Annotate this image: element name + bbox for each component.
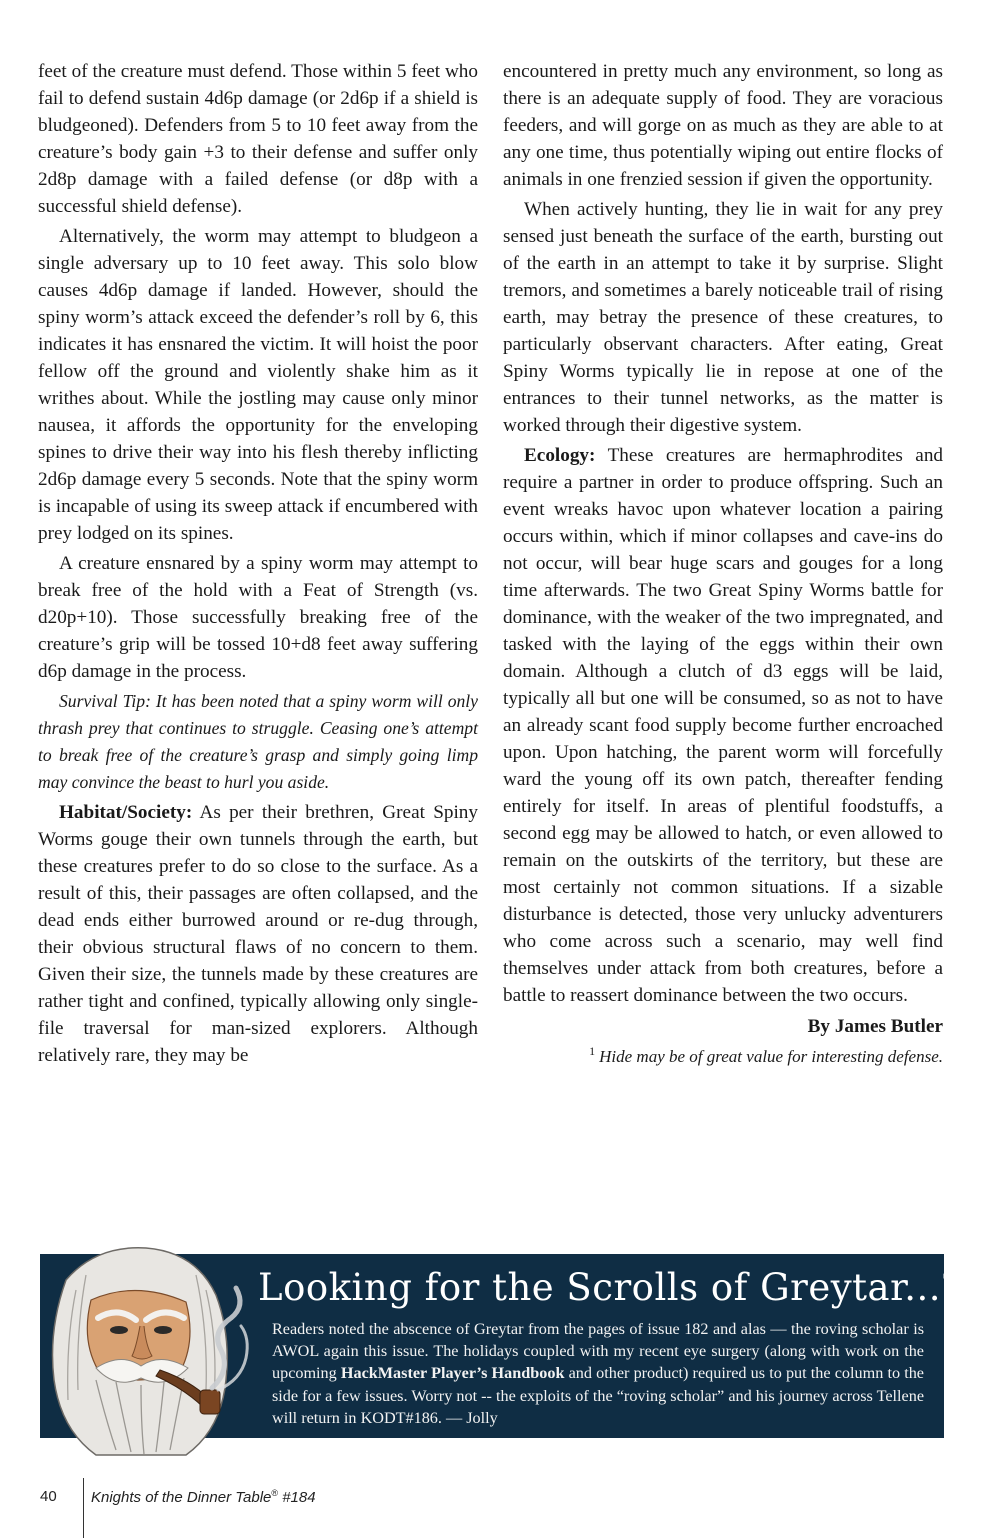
footnote-mark: 1 bbox=[589, 1044, 596, 1059]
ecology-paragraph bbox=[503, 442, 943, 1009]
habitat-text: As per their brethren, Great Spiny Worms gouge their own tunnels through the earth, but these creatures prefer to do so close to the surface. As a result of this, their passages are often collapsed, and the dead ends either burrowed around or re-dug through, their obvious structural flaws of no concern to them. Given their size, the tunnels made by these creatures are rather tight and confined, typically allowing only single-file traversal for man-sized explorers. Although relatively rare, they may be bbox=[38, 802, 478, 1066]
habitat-paragraph bbox=[38, 799, 478, 1069]
banner-text-part: Readers noted the abscence of Greytar from the pages of issue 182 and alas — the roving scholar is AWOL again this issue. The holidays coupled with my recent eye surgery (along with work on the upcoming bbox=[272, 1320, 924, 1383]
survival-tip-label: Survival Tip: bbox=[59, 691, 151, 711]
footnote bbox=[503, 1043, 943, 1070]
paragraph: When actively hunting, they lie in wait for any prey sensed just beneath the surface of the earth, bursting out of the earth in an attempt to take it by surprise. Slight tremors, and sometimes a barely noticeable trail of rising earth, may betray the presence of these creatures, to particularly observant characters. After eating, Great Spiny Worms typically lie in repose at one of the entrances to their tunnel networks, as the matter is worked through their digestive system. bbox=[503, 199, 943, 436]
registered-mark: ® bbox=[271, 1488, 279, 1498]
banner-title: Looking for the Scrolls of Greytar...? bbox=[258, 1266, 962, 1309]
paragraph: feet of the creature must defend. Those within 5 feet who fail to defend sustain 4d6p damage (or 2d6p if a shield is bludgeoned). Defenders from 5 to 10 feet away from the creature’s body gain +3 to their defense and suffer only 2d8p damage with a failed defense (or d8p with a successful shield defense). bbox=[38, 61, 478, 217]
banner-text-part: and other product) required us to put the column to the side for a few issues. Worry not -- the exploits of the “roving scholar” and his journey across Tellene will return in KODT#186. — Jolly bbox=[272, 1364, 924, 1427]
right-column bbox=[503, 58, 943, 1073]
ecology-text: These creatures are hermaphrodites and require a partner in order to produce offspring. Such an event wreaks havoc upon whatever location a pairing occurs within, which if minor collapses and cave-ins do not occur, will bear huge scars and gouges for a long time afterwards. The two Great Spiny Worms battle for dominance, with the weaker of the two impregnated, and tasked with the laying of the eggs within their own domain. Although a clutch of d3 eggs will be laid, typically all but one will be consumed, so as not to have an already scant food supply become further encroached upon. Upon hatching, the parent worm will forcefully ward the young off its own patch, thereafter fending entirely for itself. In areas of plentiful foodstuffs, a second egg may be allowed to hatch, or even allowed to remain on the outskirts of the territory, but these are most certainly not common situations. If a sizable disturbance is detected, those very unlucky adventurers who come across such a scenario, may well find themselves under attack from both creatures, before a battle to reassert dominance between the two occurs. bbox=[503, 445, 944, 1006]
left-column bbox=[38, 58, 478, 1072]
footer-divider bbox=[83, 1478, 84, 1538]
footnote-text: Hide may be of great value for interesting defense. bbox=[599, 1047, 943, 1066]
paragraph: Alternatively, the worm may attempt to bludgeon a single adversary up to 10 feet away. This solo blow causes 4d6p damage if landed. However, should the spiny worm’s attack exceed the defender’s roll by 6, this indicates it has ensnared the victim. It will hoist the poor fellow off the ground and violently shake him as it writhes about. While the jostling may cause only minor nausea, it affords the opportunity for the enveloping spines to drive their way into his flesh thereby inflicting 2d6p damage every 5 seconds. Note that the spiny worm is incapable of using its sweep attack if encumbered with prey lodged on its spines. bbox=[38, 226, 478, 544]
ecology-heading: Ecology: bbox=[524, 445, 596, 466]
paragraph: A creature ensnared by a spiny worm may attempt to break free of the hold with a Feat of Strength (vs. d20p+10). Those successfully breaking free of the creature’s grip will be tossed 10+d8 feet away suffering d6p damage in the process. bbox=[38, 553, 478, 682]
running-footer bbox=[91, 1488, 316, 1506]
paragraph: encountered in pretty much any environment, so long as there is an adequate supply of food. They are voracious feeders, and will gorge on as much as they are able to at any one time, thus potentially wiping out entire flocks of animals in one frenzied session if given the opportunity. bbox=[503, 61, 943, 190]
byline: By James Butler bbox=[807, 1016, 943, 1037]
survival-tip bbox=[38, 688, 478, 796]
survival-tip-text: It has been noted that a spiny worm will only thrash prey that continues to struggle. Ceasing one’s attempt to break free of the creature’s grasp and simply going limp may convince the beast to hurl you aside. bbox=[38, 691, 478, 792]
banner-text bbox=[272, 1318, 924, 1429]
handbook-title: HackMaster Player’s Handbook bbox=[340, 1364, 565, 1383]
issue-number: #184 bbox=[278, 1489, 316, 1506]
habitat-heading: Habitat/Society: bbox=[59, 802, 193, 823]
publication-name: Knights of the Dinner Table bbox=[91, 1489, 272, 1506]
greytar-portrait-illustration bbox=[36, 1240, 264, 1458]
page-number: 40 bbox=[40, 1488, 57, 1505]
